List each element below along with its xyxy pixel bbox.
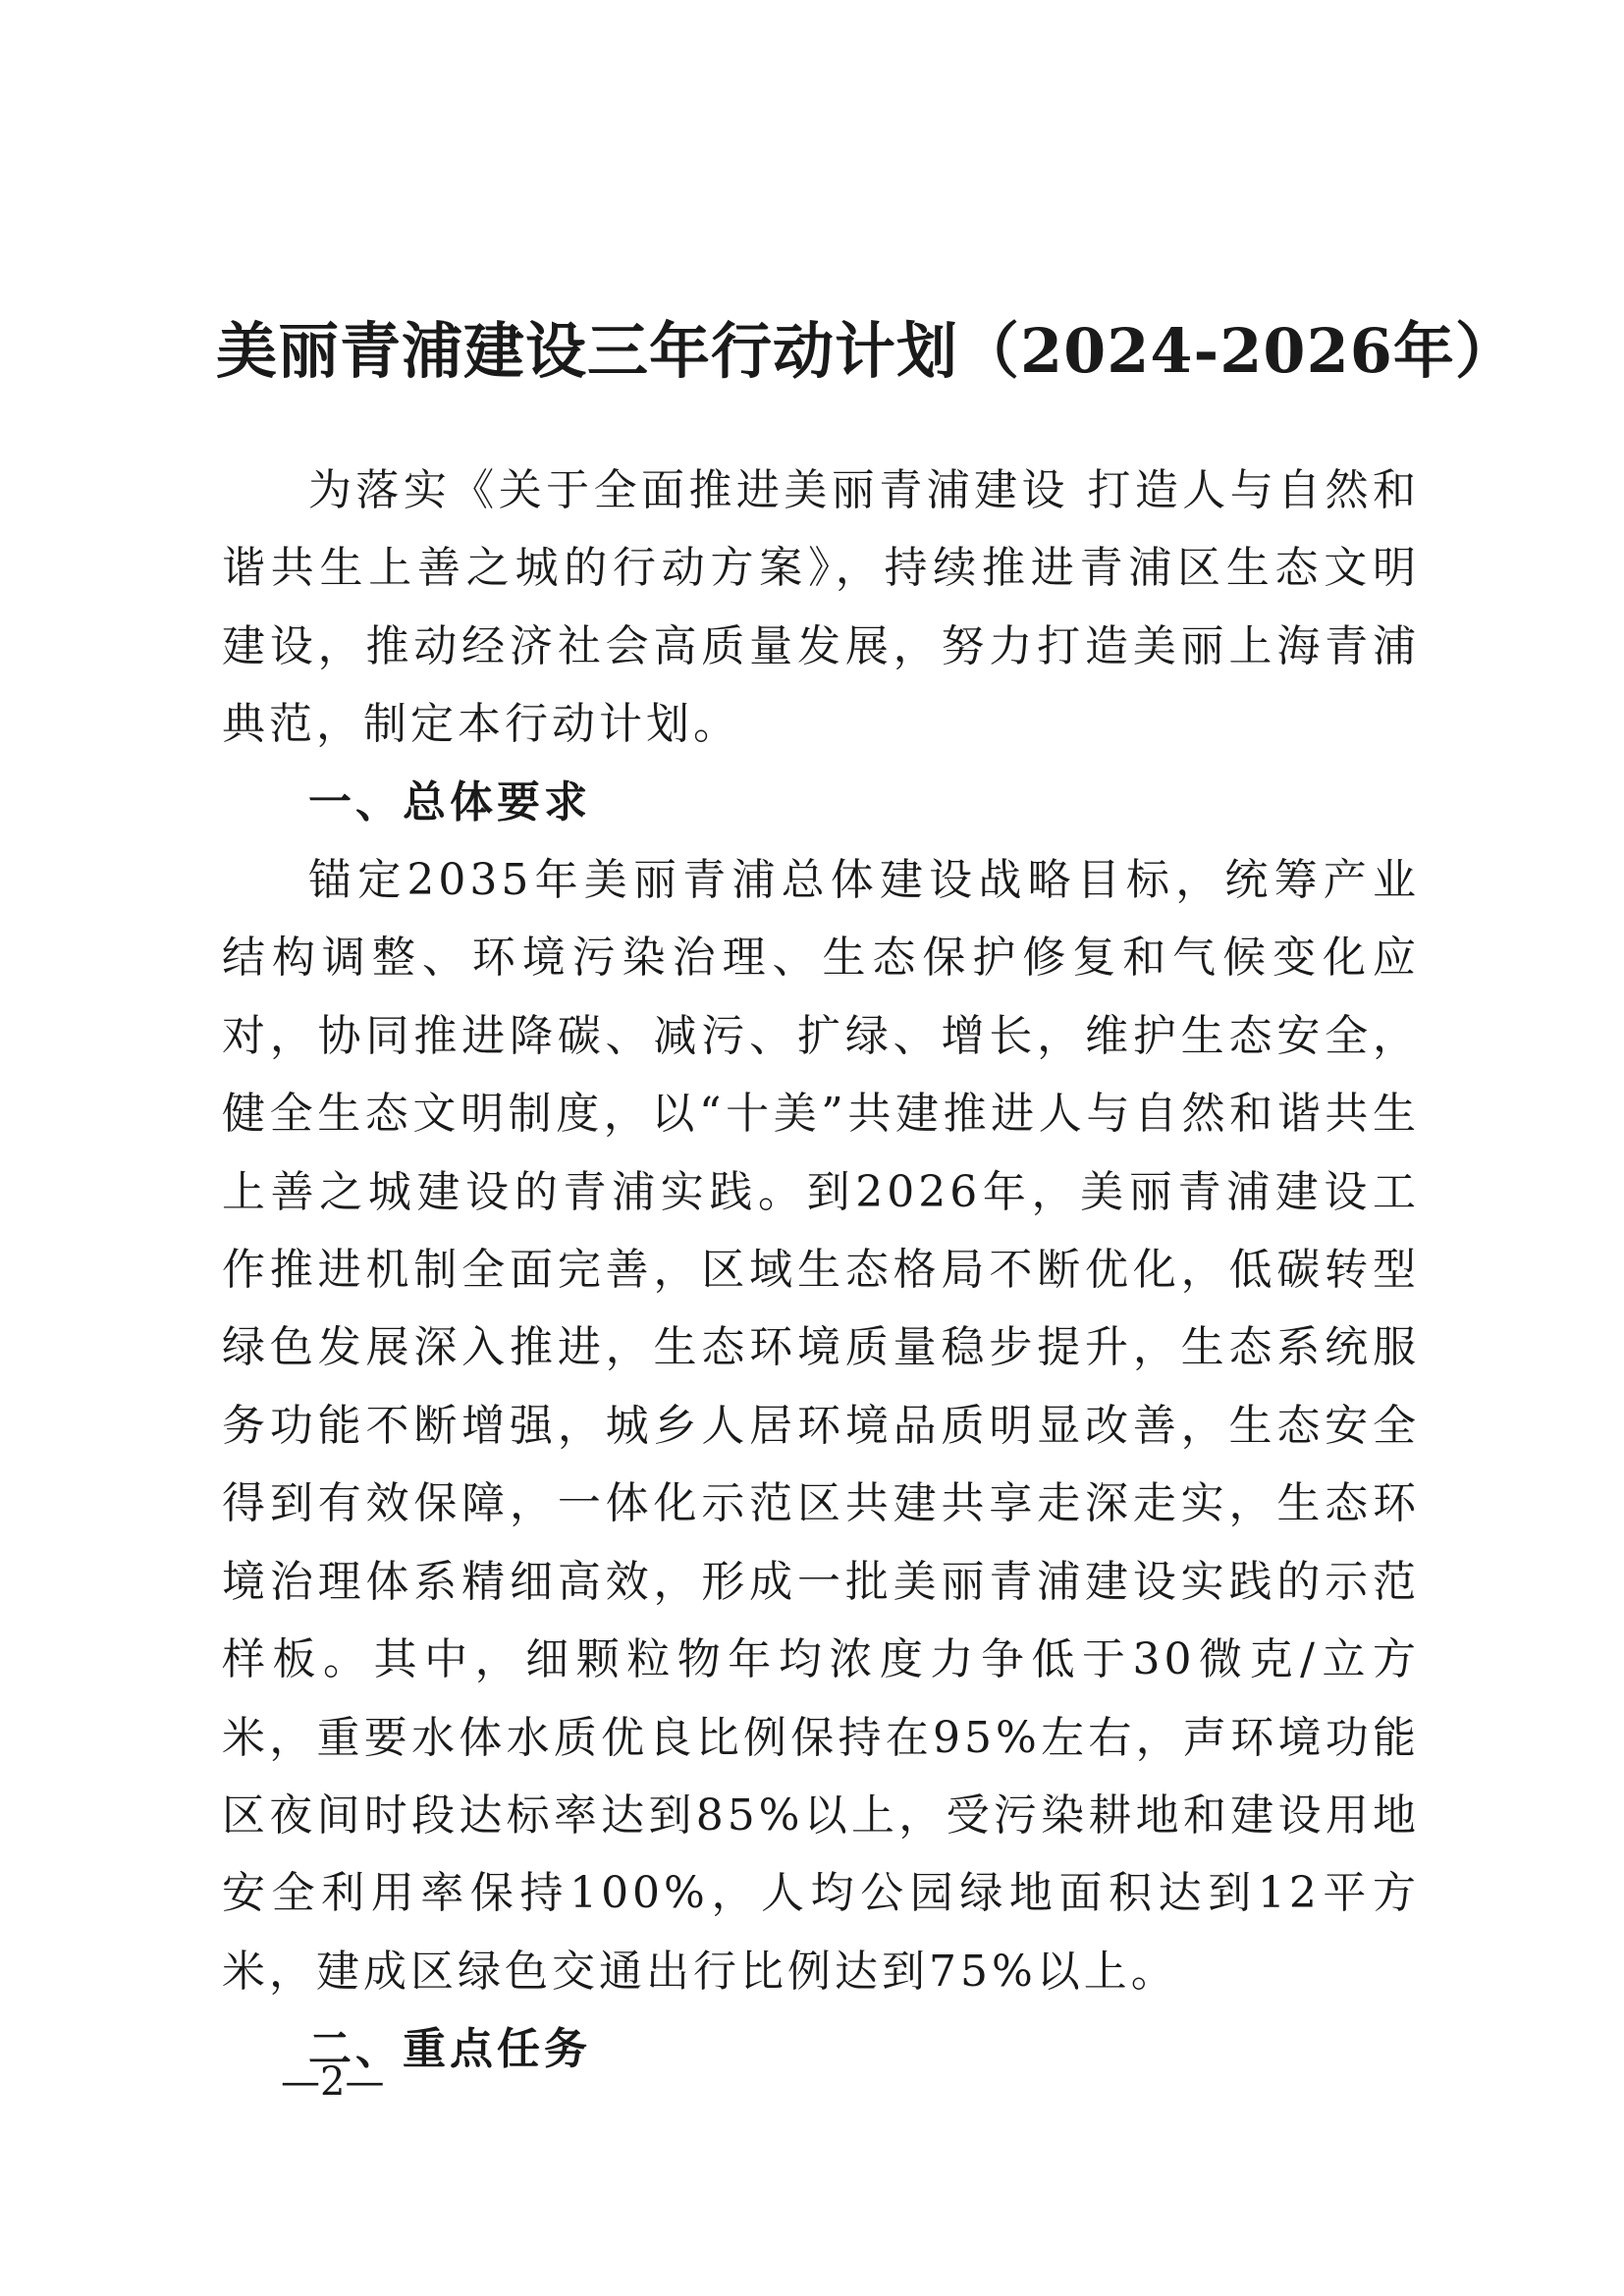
document-body [222, 452, 1420, 2089]
section-paragraph-1: 锚定2035年美丽青浦总体建设战略目标，统筹产业结构调整、环境污染治理、生态保护修复和气候变化应对，协同推进降碳、减污、扩绿、增长，维护生态安全，健全生态文明制度，以“十美”共建推进人与自然和谐共生上善之城建设的青浦实践。到2026年，美丽青浦建设工作推进机制全面完善，区域生态格局不断优化，低碳转型绿色发展深入推进，生态环境质量稳步提升，生态系统服务功能不断增强，城乡人居环境品质明显改善，生态安全得到有效保障，一体化示范区共建共享走深走实，生态环境治理体系精细高效，形成一批美丽青浦建设实践的示范样板。其中，细颗粒物年均浓度力争低于30微克/立方米，重要水体水质优良比例保持在95%左右，声环境功能区夜间时段达标率达到85%以上，受污染耕地和建设用地安全利用率保持100%，人均公园绿地面积达到12平方米，建成区绿色交通出行比例达到75%以上。 [222, 855, 1420, 1997]
page-number: —2— [281, 2059, 385, 2105]
section-heading-1: 一、总体要求 [308, 776, 591, 828]
intro-paragraph: 为落实《关于全面推进美丽青浦建设 打造人与自然和谐共生上善之城的行动方案》，持续推进青浦区生态文明建设，推动经济社会高质量发展，努力打造美丽上海青浦典范，制定本行动计划。 [222, 465, 1420, 750]
page-title: 美丽青浦建设三年行动计划（2024-2026年） [216, 315, 1517, 387]
section-heading-2: 二、重点任务 [308, 2024, 591, 2075]
